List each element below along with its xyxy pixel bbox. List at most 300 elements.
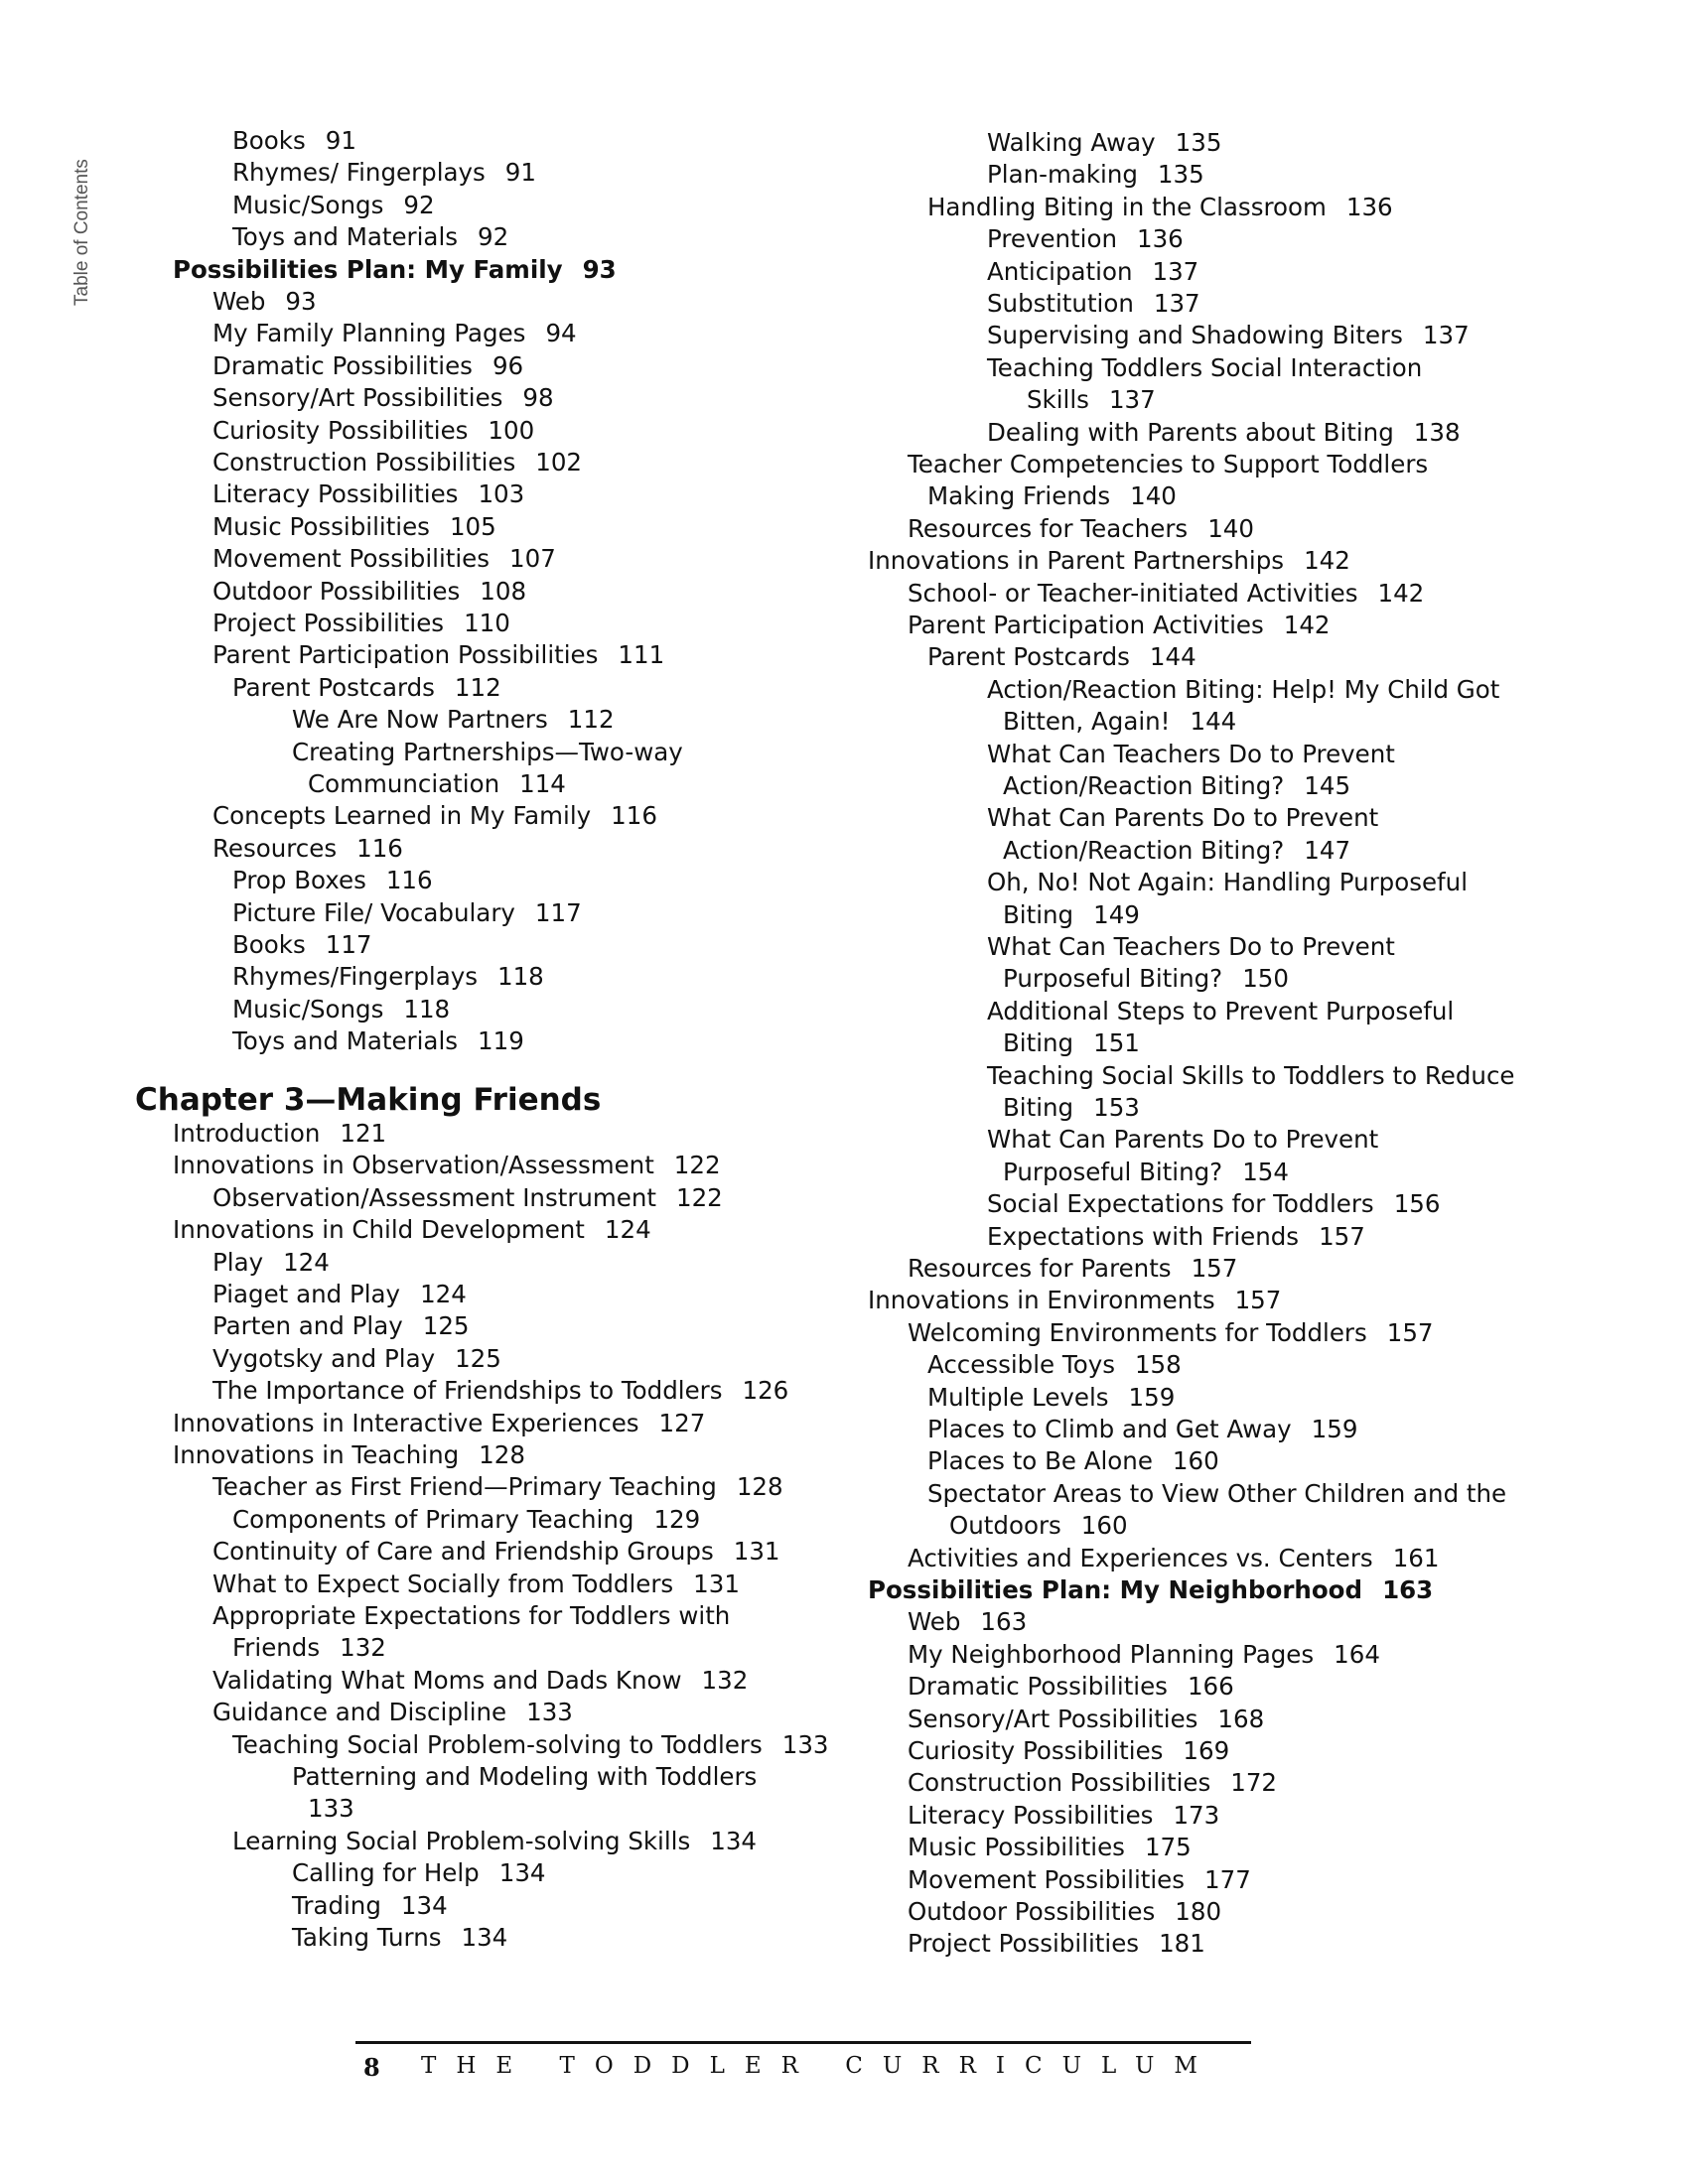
toc-entry xyxy=(173,1408,705,1439)
toc-entry-title: Resources xyxy=(212,833,338,863)
toc-entry-page: 175 xyxy=(1144,1833,1192,1862)
toc-entry-page: 121 xyxy=(340,1119,387,1148)
toc-entry-title: The Importance of Friendships to Toddlers xyxy=(212,1376,723,1406)
toc-entry-title: Books xyxy=(232,930,306,959)
toc-entry xyxy=(173,1214,651,1246)
toc-entry-page: 172 xyxy=(1230,1768,1277,1798)
toc-entry-title: Multiple Levels xyxy=(927,1382,1109,1412)
toc-entry xyxy=(1003,770,1350,802)
toc-entry-page: 160 xyxy=(1080,1511,1128,1541)
toc-entry-title: Action/Reaction Biting? xyxy=(1003,771,1285,800)
toc-entry-title: Prop Boxes xyxy=(232,866,366,895)
toc-entry-title: Innovations in Observation/Assessment xyxy=(173,1151,654,1180)
toc-entry xyxy=(212,833,403,865)
toc-entry-title: Validating What Moms and Dads Know xyxy=(212,1665,682,1695)
toc-entry-page: 122 xyxy=(676,1182,723,1212)
toc-entry-page: 93 xyxy=(285,287,317,316)
toc-entry-page: 157 xyxy=(1234,1286,1282,1315)
toc-entry xyxy=(308,768,566,800)
toc-entry xyxy=(212,1247,330,1279)
toc-entry-page: 131 xyxy=(693,1569,740,1598)
toc-entry-page: 173 xyxy=(1173,1800,1220,1830)
toc-entry-page: 108 xyxy=(480,576,527,606)
toc-entry xyxy=(212,478,524,510)
toc-entry-title: Rhymes/ Fingerplays xyxy=(232,158,486,188)
toc-entry-page: 112 xyxy=(454,672,501,702)
toc-entry-page: 124 xyxy=(420,1280,467,1308)
toc-entry-page: 135 xyxy=(1157,160,1204,190)
toc-entry xyxy=(1003,1027,1140,1059)
toc-entry xyxy=(292,1857,546,1889)
toc-entry-title: My Neighborhood Planning Pages xyxy=(908,1639,1315,1669)
toc-entry-title: What to Expect Socially from Toddlers xyxy=(212,1569,674,1598)
toc-entry xyxy=(232,1826,757,1857)
toc-entry-title: Accessible Toys xyxy=(927,1350,1115,1380)
toc-entry-page: 91 xyxy=(325,126,356,155)
toc-entry xyxy=(212,1665,748,1697)
toc-entry-page: 159 xyxy=(1311,1415,1358,1443)
toc-entry-title: Taking Turns xyxy=(292,1923,442,1952)
toc-entry xyxy=(292,737,683,768)
toc-entry-page: 100 xyxy=(488,415,535,445)
toc-entry xyxy=(1027,384,1156,416)
toc-entry-title: 133 xyxy=(308,1794,354,1824)
toc-entry-title: Resources for Parents xyxy=(908,1254,1172,1283)
toc-entry-title: Movement Possibilities xyxy=(908,1864,1186,1894)
toc-entry-page: 131 xyxy=(733,1537,780,1567)
toc-entry-title: Making Friends xyxy=(927,481,1111,511)
toc-entry-page: 126 xyxy=(742,1376,789,1406)
toc-entry-page: 134 xyxy=(461,1923,508,1952)
toc-entry xyxy=(987,127,1221,159)
toc-entry xyxy=(232,190,435,221)
toc-entry-title: Parent Postcards xyxy=(927,642,1130,672)
toc-entry xyxy=(987,1188,1440,1220)
toc-entry-title: Parent Participation Activities xyxy=(908,611,1264,639)
toc-entry-title: Vygotsky and Play xyxy=(212,1343,436,1373)
toc-entry-title: Dramatic Possibilities xyxy=(908,1672,1168,1702)
toc-entry-page: 136 xyxy=(1136,224,1184,254)
toc-entry xyxy=(908,1928,1205,1960)
toc-entry-title: Social Expectations for Toddlers xyxy=(987,1189,1374,1219)
toc-entry-title: Curiosity Possibilities xyxy=(908,1736,1164,1765)
toc-entry-title: Patterning and Modeling with Toddlers xyxy=(292,1762,758,1791)
toc-entry-title: We Are Now Partners xyxy=(292,705,548,735)
toc-entry-page: 157 xyxy=(1386,1317,1434,1347)
toc-entry xyxy=(232,221,508,253)
toc-entry-title: Bitten, Again! xyxy=(1003,707,1171,737)
toc-entry-title: Places to Be Alone xyxy=(927,1446,1153,1476)
toc-entry-page: 137 xyxy=(1108,385,1156,415)
toc-entry-page: 112 xyxy=(567,705,615,735)
toc-entry-page: 114 xyxy=(519,769,566,798)
toc-entry xyxy=(908,1800,1219,1832)
toc-entry-page: 128 xyxy=(736,1472,783,1502)
toc-entry-page: 169 xyxy=(1183,1736,1230,1765)
toc-entry-title: Toys and Materials xyxy=(232,222,459,252)
toc-entry-title: Handling Biting in the Classroom xyxy=(927,192,1327,221)
toc-entry xyxy=(927,1382,1175,1414)
toc-entry xyxy=(212,447,582,478)
toc-entry-title: Communciation xyxy=(308,769,500,798)
toc-entry xyxy=(212,608,510,639)
toc-entry-page: 134 xyxy=(400,1890,448,1920)
toc-entry-title: Outdoor Possibilities xyxy=(212,576,461,606)
toc-entry-title: Dealing with Parents about Biting xyxy=(987,417,1394,447)
toc-entry-title: Continuity of Care and Friendship Groups xyxy=(212,1537,714,1567)
toc-entry xyxy=(308,1793,354,1825)
toc-entry-title: Walking Away xyxy=(987,128,1156,157)
toc-entry-title: Teacher as First Friend—Primary Teaching xyxy=(212,1472,717,1502)
toc-entry-page: 166 xyxy=(1187,1672,1234,1702)
toc-entry-title: Outdoors xyxy=(949,1511,1061,1541)
toc-entry-title: Piaget and Play xyxy=(212,1280,401,1308)
toc-entry-page: 159 xyxy=(1128,1382,1176,1412)
toc-entry-title: Spectator Areas to View Other Children and the xyxy=(927,1478,1507,1508)
footer-book-title: THE TODDLER CURRICULUM xyxy=(421,2053,1217,2079)
toc-entry-title: Additional Steps to Prevent Purposeful xyxy=(987,996,1455,1025)
toc-entry xyxy=(949,1510,1128,1542)
toc-entry xyxy=(908,1543,1439,1574)
toc-entry-title: Appropriate Expectations for Toddlers with xyxy=(212,1601,731,1630)
toc-entry xyxy=(173,1439,525,1471)
toc-entry-page: 93 xyxy=(582,254,617,284)
toc-entry xyxy=(232,929,372,961)
toc-entry-page: 163 xyxy=(980,1607,1028,1637)
toc-entry-page: 134 xyxy=(710,1826,758,1855)
toc-entry-title: Music Possibilities xyxy=(908,1833,1125,1862)
toc-entry-page: 157 xyxy=(1319,1221,1365,1251)
toc-entry-title: Innovations in Environments xyxy=(868,1286,1215,1315)
toc-entry-page: 98 xyxy=(522,383,554,413)
toc-entry-title: Teaching Social Problem-solving to Toddlers xyxy=(232,1729,763,1759)
toc-entry-page: 150 xyxy=(1242,964,1289,994)
toc-entry xyxy=(232,994,450,1025)
toc-entry-title: Expectations with Friends xyxy=(987,1221,1300,1251)
toc-entry-page: 177 xyxy=(1204,1864,1251,1894)
toc-entry xyxy=(987,739,1395,770)
toc-entry xyxy=(987,867,1468,898)
toc-entry-title: Biting xyxy=(1003,1028,1074,1058)
toc-entry-page: 127 xyxy=(658,1408,706,1437)
toc-entry-page: 164 xyxy=(1334,1639,1380,1669)
toc-entry-page: 102 xyxy=(535,448,582,477)
toc-entry-title: What Can Parents Do to Prevent xyxy=(987,803,1379,833)
toc-entry xyxy=(1003,963,1289,995)
toc-entry-page: 144 xyxy=(1190,707,1237,737)
toc-entry-page: 136 xyxy=(1345,192,1393,221)
toc-entry xyxy=(1003,899,1140,931)
toc-entry-page: 128 xyxy=(479,1440,525,1469)
footer-page-number: 8 xyxy=(363,2053,380,2082)
toc-entry-page: 132 xyxy=(340,1633,386,1663)
toc-entry-title: Innovations in Child Development xyxy=(173,1215,585,1245)
toc-entry-page: 151 xyxy=(1093,1028,1140,1058)
toc-entry-page: 129 xyxy=(653,1504,701,1534)
toc-entry-title: Project Possibilities xyxy=(212,609,445,637)
toc-entry xyxy=(927,1478,1506,1510)
toc-entry-page: 168 xyxy=(1217,1704,1265,1733)
toc-entry-page: 137 xyxy=(1153,289,1200,318)
toc-entry-title: Resources for Teachers xyxy=(908,513,1189,543)
toc-entry xyxy=(1003,835,1350,867)
toc-entry-page: 160 xyxy=(1172,1446,1219,1476)
toc-entry-title: Introduction xyxy=(173,1119,321,1148)
toc-entry xyxy=(987,288,1200,320)
toc-entry xyxy=(987,674,1499,706)
toc-entry-title: Teaching Social Skills to Toddlers to Reduce xyxy=(987,1060,1515,1090)
toc-entry-page: 116 xyxy=(385,866,433,895)
toc-entry-title: Play xyxy=(212,1247,264,1277)
toc-entry-page: 140 xyxy=(1130,481,1177,511)
toc-entry-title: Innovations in Interactive Experiences xyxy=(173,1408,639,1437)
toc-entry-page: 91 xyxy=(504,158,536,188)
toc-entry xyxy=(173,1118,386,1150)
toc-entry-page: 92 xyxy=(478,222,509,252)
toc-entry-page: 140 xyxy=(1207,513,1254,543)
toc-entry xyxy=(987,931,1395,963)
toc-entry-page: 156 xyxy=(1393,1189,1441,1219)
toc-entry-title: What Can Teachers Do to Prevent xyxy=(987,932,1395,961)
toc-entry-title: Plan-making xyxy=(987,160,1138,190)
toc-entry-title: Music/Songs xyxy=(232,190,384,219)
toc-entry xyxy=(908,1735,1229,1767)
toc-entry xyxy=(292,1761,757,1793)
toc-entry-title: Observation/Assessment Instrument xyxy=(212,1182,656,1212)
toc-entry xyxy=(908,1832,1192,1863)
toc-entry xyxy=(232,897,582,929)
toc-entry xyxy=(908,1767,1277,1799)
toc-entry-page: 125 xyxy=(422,1311,470,1341)
toc-entry xyxy=(868,545,1350,577)
toc-entry xyxy=(987,802,1378,834)
toc-entry xyxy=(212,800,657,832)
toc-entry-page: 105 xyxy=(449,511,496,541)
toc-entry xyxy=(232,1025,524,1057)
toc-entry-title: Innovations in Teaching xyxy=(173,1440,460,1469)
toc-entry-title: Purposeful Biting? xyxy=(1003,1157,1223,1186)
toc-entry-title: Web xyxy=(908,1607,961,1637)
toc-entry xyxy=(908,1704,1264,1735)
toc-entry-title: Web xyxy=(212,287,266,316)
toc-entry xyxy=(987,320,1470,351)
toc-entry-page: 103 xyxy=(478,479,525,509)
toc-entry xyxy=(987,223,1184,255)
toc-entry-page: 142 xyxy=(1304,546,1350,576)
toc-entry-title: Teaching Toddlers Social Interaction xyxy=(987,352,1423,382)
toc-entry xyxy=(212,382,554,414)
toc-entry-title: Toys and Materials xyxy=(232,1026,459,1056)
toc-entry-page: 137 xyxy=(1422,321,1470,350)
toc-entry xyxy=(232,672,501,704)
toc-entry-page: 147 xyxy=(1304,835,1351,865)
toc-entry-page: 144 xyxy=(1149,642,1196,672)
toc-entry-page: 132 xyxy=(701,1665,749,1695)
toc-entry-title: Movement Possibilities xyxy=(212,544,491,574)
toc-entry-page: 96 xyxy=(492,350,524,380)
toc-entry-title: Welcoming Environments for Toddlers xyxy=(908,1317,1367,1347)
toc-entry xyxy=(1003,1092,1140,1124)
toc-entry-page: 122 xyxy=(673,1151,721,1180)
toc-entry xyxy=(908,513,1254,545)
toc-entry-page: 124 xyxy=(604,1215,651,1245)
toc-entry-title: Literacy Possibilities xyxy=(908,1800,1154,1830)
toc-entry-page: 133 xyxy=(781,1729,829,1759)
side-label: Table of Contents xyxy=(71,159,92,306)
toc-entry xyxy=(927,192,1393,223)
toc-entry-page: 119 xyxy=(478,1026,524,1056)
toc-entry xyxy=(927,641,1196,673)
toc-entry-page: 124 xyxy=(283,1247,330,1277)
toc-entry xyxy=(212,1536,780,1568)
toc-entry xyxy=(212,1343,501,1375)
toc-entry xyxy=(908,1864,1251,1896)
toc-entry xyxy=(987,1124,1378,1156)
toc-entry xyxy=(1003,1157,1289,1188)
toc-entry-title: Skills xyxy=(1027,385,1089,415)
toc-entry xyxy=(212,415,534,447)
toc-entry-title: What Can Parents Do to Prevent xyxy=(987,1125,1379,1155)
toc-entry xyxy=(908,578,1424,610)
toc-entry xyxy=(173,254,617,286)
toc-entry-page: 181 xyxy=(1159,1929,1205,1959)
toc-entry-page: 142 xyxy=(1377,578,1425,608)
toc-entry-title: Oh, No! Not Again: Handling Purposeful xyxy=(987,868,1469,897)
toc-entry xyxy=(212,350,523,382)
toc-entry-page: 111 xyxy=(618,640,665,670)
toc-entry-page: 110 xyxy=(464,609,510,637)
toc-entry-title: Activities and Experiences vs. Centers xyxy=(908,1543,1373,1572)
toc-entry-title: Possibilities Plan: My Neighborhood xyxy=(868,1575,1363,1604)
toc-entry xyxy=(987,1221,1365,1253)
toc-entry-page: 157 xyxy=(1191,1254,1238,1283)
toc-entry xyxy=(232,1504,700,1536)
toc-entry xyxy=(987,159,1204,191)
toc-entry xyxy=(868,1574,1433,1606)
toc-entry-page: 92 xyxy=(403,190,435,219)
toc-entry-page: 117 xyxy=(534,897,582,927)
toc-entry-title: School- or Teacher-initiated Activities xyxy=(908,578,1358,608)
toc-entry-page: 149 xyxy=(1093,899,1140,929)
toc-entry-page: 154 xyxy=(1242,1157,1289,1186)
toc-entry-title: Teacher Competencies to Support Toddlers xyxy=(908,450,1429,478)
toc-entry-page: 135 xyxy=(1175,128,1222,157)
toc-entry xyxy=(868,1285,1281,1316)
toc-entry-page: 116 xyxy=(611,801,657,831)
toc-entry-title: Guidance and Discipline xyxy=(212,1698,507,1727)
toc-entry-title: Friends xyxy=(232,1633,321,1663)
toc-entry-title: Action/Reaction Biting: Help! My Child Got xyxy=(987,674,1500,704)
toc-entry xyxy=(292,1890,448,1922)
toc-entry xyxy=(908,1896,1221,1928)
toc-entry-page: 125 xyxy=(455,1343,501,1373)
toc-entry-page: 138 xyxy=(1413,417,1461,447)
toc-entry xyxy=(232,865,433,896)
chapter-heading: Chapter 3—Making Friends xyxy=(135,1082,602,1118)
toc-entry-page: 107 xyxy=(509,544,556,574)
toc-entry-title: Supervising and Shadowing Biters xyxy=(987,321,1403,350)
toc-entry-title: Substitution xyxy=(987,289,1134,318)
toc-entry xyxy=(212,1471,783,1503)
toc-entry-page: 163 xyxy=(1382,1575,1434,1604)
toc-entry-title: Innovations in Parent Partnerships xyxy=(868,546,1285,576)
toc-entry-title: Music/Songs xyxy=(232,994,384,1024)
toc-entry-title: What Can Teachers Do to Prevent xyxy=(987,739,1395,768)
toc-entry xyxy=(292,1922,507,1954)
toc-entry xyxy=(292,704,615,736)
toc-entry xyxy=(212,1697,573,1728)
footer-rule xyxy=(355,2041,1251,2044)
toc-entry xyxy=(987,352,1422,384)
toc-entry xyxy=(232,125,356,157)
toc-entry-title: Parent Postcards xyxy=(232,672,435,702)
toc-entry xyxy=(212,1310,470,1342)
toc-entry-title: Biting xyxy=(1003,899,1074,929)
toc-entry-title: Concepts Learned in My Family xyxy=(212,801,592,831)
toc-entry xyxy=(232,157,536,189)
toc-entry xyxy=(232,1729,829,1761)
toc-entry-page: 94 xyxy=(545,319,577,348)
toc-entry-title: Construction Possibilities xyxy=(908,1768,1211,1798)
toc-entry-title: Parten and Play xyxy=(212,1311,403,1341)
toc-entry xyxy=(908,610,1331,641)
toc-entry-page: 118 xyxy=(497,962,544,992)
toc-entry xyxy=(232,961,544,993)
toc-entry xyxy=(1003,706,1236,738)
toc-entry-title: Outdoor Possibilities xyxy=(908,1897,1156,1926)
toc-entry xyxy=(212,1600,730,1632)
toc-entry-title: Dramatic Possibilities xyxy=(212,350,473,380)
toc-entry xyxy=(212,1375,788,1407)
toc-entry xyxy=(212,318,577,349)
toc-entry-title: Curiosity Possibilities xyxy=(212,415,469,445)
toc-entry xyxy=(908,1317,1434,1349)
toc-entry-page: 118 xyxy=(403,994,451,1024)
toc-entry xyxy=(908,449,1428,480)
toc-entry-title: Anticipation xyxy=(987,256,1133,286)
toc-entry-title: Prevention xyxy=(987,224,1117,254)
toc-entry-title: Music Possibilities xyxy=(212,511,430,541)
toc-entry-title: Possibilities Plan: My Family xyxy=(173,254,563,284)
toc-entry-title: Project Possibilities xyxy=(908,1929,1140,1959)
toc-entry xyxy=(908,1606,1027,1638)
toc-entry xyxy=(927,480,1177,512)
toc-entry xyxy=(987,256,1198,288)
toc-entry-title: Picture File/ Vocabulary xyxy=(232,897,515,927)
toc-entry-title: Sensory/Art Possibilities xyxy=(212,383,503,413)
toc-entry xyxy=(987,417,1461,449)
toc-entry-page: 133 xyxy=(526,1698,573,1727)
toc-entry-page: 137 xyxy=(1152,256,1199,286)
toc-entry-page: 145 xyxy=(1304,771,1351,800)
toc-entry-title: Learning Social Problem-solving Skills xyxy=(232,1826,691,1855)
toc-entry xyxy=(987,996,1454,1027)
toc-entry xyxy=(927,1349,1182,1381)
toc-entry-title: Places to Climb and Get Away xyxy=(927,1415,1292,1443)
toc-entry-page: 142 xyxy=(1283,611,1331,639)
toc-entry xyxy=(908,1671,1234,1703)
toc-entry-title: Action/Reaction Biting? xyxy=(1003,835,1285,865)
toc-entry-page: 116 xyxy=(356,833,403,863)
toc-entry-page: 134 xyxy=(498,1858,546,1888)
toc-entry xyxy=(212,286,317,318)
toc-entry-title: Creating Partnerships—Two-way xyxy=(292,737,683,766)
toc-entry-title: Literacy Possibilities xyxy=(212,479,459,509)
toc-entry xyxy=(927,1445,1219,1477)
toc-entry-title: Trading xyxy=(292,1890,381,1920)
toc-entry xyxy=(212,1569,740,1600)
toc-entry-page: 158 xyxy=(1134,1350,1182,1380)
